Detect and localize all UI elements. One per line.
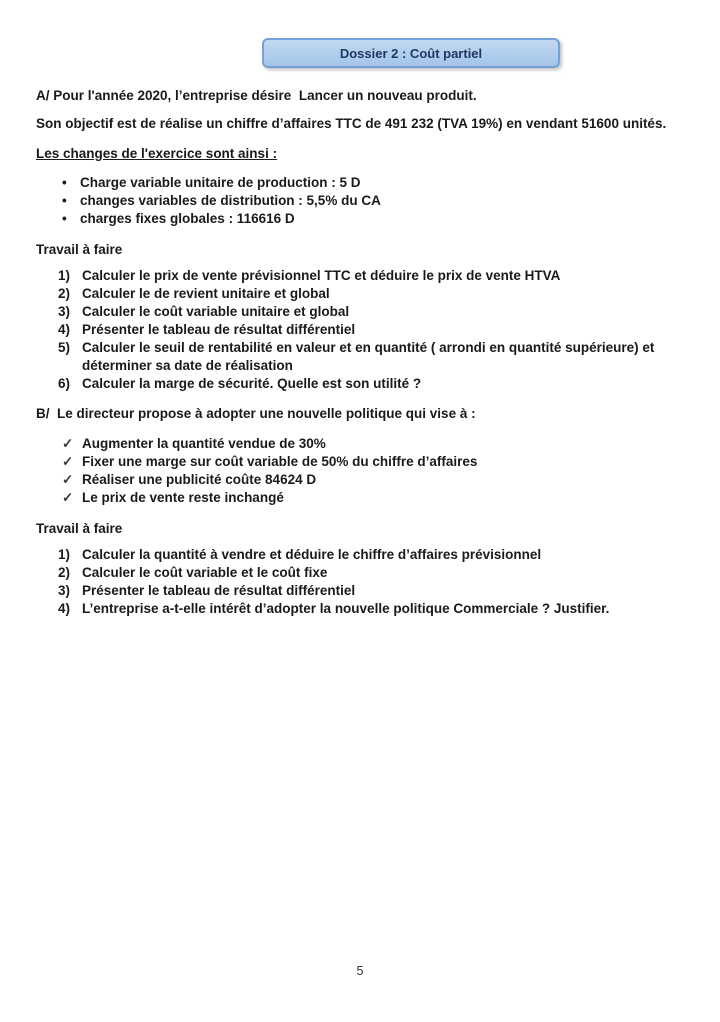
task-text: L’entreprise a-t-elle intérêt d’adopter la nouvelle politique Commerciale ? Justifier. <box>82 601 610 616</box>
policy-text: Augmenter la quantité vendue de 30% <box>82 436 326 451</box>
task-text: Calculer le prix de vente prévisionnel TTC et déduire le prix de vente HTVA <box>82 268 561 283</box>
list-item <box>36 303 690 321</box>
item-number: 4) <box>58 601 71 616</box>
item-number: 1) <box>58 268 71 283</box>
checkmark-icon: ✓ <box>62 454 74 469</box>
item-number: 3) <box>58 583 71 598</box>
list-item <box>36 267 690 285</box>
page-number: 5 <box>356 964 364 978</box>
task-text: Calculer la marge de sécurité. Quelle est son utilité ? <box>82 376 422 391</box>
dossier-title-banner <box>262 38 560 68</box>
work-b-list <box>36 546 690 618</box>
checkmark-icon: ✓ <box>62 436 74 451</box>
charge-item-text: charges fixes globales : 116616 D <box>80 211 295 226</box>
policy-text: Fixer une marge sur coût variable de 50% du chiffre d’affaires <box>82 454 478 469</box>
work-a-list <box>36 267 690 393</box>
item-number: 4) <box>58 322 71 337</box>
item-number: 1) <box>58 547 71 562</box>
section-a-intro: A/ Pour l'année 2020, l’entreprise désire Lancer un nouveau produit. <box>36 88 477 103</box>
policy-check-list <box>36 435 690 507</box>
policy-text: Le prix de vente reste inchangé <box>82 490 284 505</box>
section-b-intro: B/ Le directeur propose à adopter une nouvelle politique qui vise à : <box>36 406 476 421</box>
list-item <box>36 285 690 303</box>
task-text: Présenter le tableau de résultat différentiel <box>82 583 356 598</box>
list-item <box>36 471 690 489</box>
task-text: Calculer le seuil de rentabilité en valeur et en quantité ( arrondi en quantité supérieure) et déterminer sa date de réalisation <box>82 340 659 373</box>
list-item <box>36 435 690 453</box>
item-number: 3) <box>58 304 71 319</box>
list-item <box>36 489 690 507</box>
item-number: 6) <box>58 376 71 391</box>
task-text: Calculer la quantité à vendre et déduire le chiffre d’affaires prévisionnel <box>82 547 542 562</box>
list-item <box>36 174 690 192</box>
list-item <box>36 375 690 393</box>
charges-bullet-list <box>36 174 690 228</box>
list-item <box>36 321 690 339</box>
charges-heading: Les changes de l'exercice sont ainsi : <box>36 146 278 161</box>
charge-item-text: changes variables de distribution : 5,5% du CA <box>80 193 381 208</box>
checkmark-icon: ✓ <box>62 472 74 487</box>
section-a-objective: Son objectif est de réalise un chiffre d’affaires TTC de 491 232 (TVA 19%) en vendant 51600 unités. <box>36 116 667 131</box>
checkmark-icon: ✓ <box>62 490 74 505</box>
list-item <box>36 453 690 471</box>
bullet-icon: • <box>62 193 67 208</box>
list-item <box>36 582 690 600</box>
charge-item-text: Charge variable unitaire de production : 5 D <box>80 175 361 190</box>
list-item <box>36 546 690 564</box>
dossier-title: Dossier 2 : Coût partiel <box>339 45 483 61</box>
bullet-icon: • <box>62 211 67 226</box>
task-text: Calculer le de revient unitaire et global <box>82 286 330 301</box>
list-item <box>36 564 690 582</box>
list-item <box>36 600 690 618</box>
policy-text: Réaliser une publicité coûte 84624 D <box>82 472 317 487</box>
item-number: 5) <box>58 340 71 355</box>
list-item <box>36 192 690 210</box>
list-item <box>36 210 690 228</box>
item-number: 2) <box>58 565 71 580</box>
work-b-heading: Travail à faire <box>36 521 123 536</box>
document-content <box>36 88 690 618</box>
list-item <box>36 339 690 375</box>
task-text: Calculer le coût variable et le coût fixe <box>82 565 328 580</box>
bullet-icon: • <box>62 175 67 190</box>
task-text: Calculer le coût variable unitaire et global <box>82 304 350 319</box>
task-text: Présenter le tableau de résultat différentiel <box>82 322 356 337</box>
work-a-heading: Travail à faire <box>36 242 123 257</box>
item-number: 2) <box>58 286 71 301</box>
